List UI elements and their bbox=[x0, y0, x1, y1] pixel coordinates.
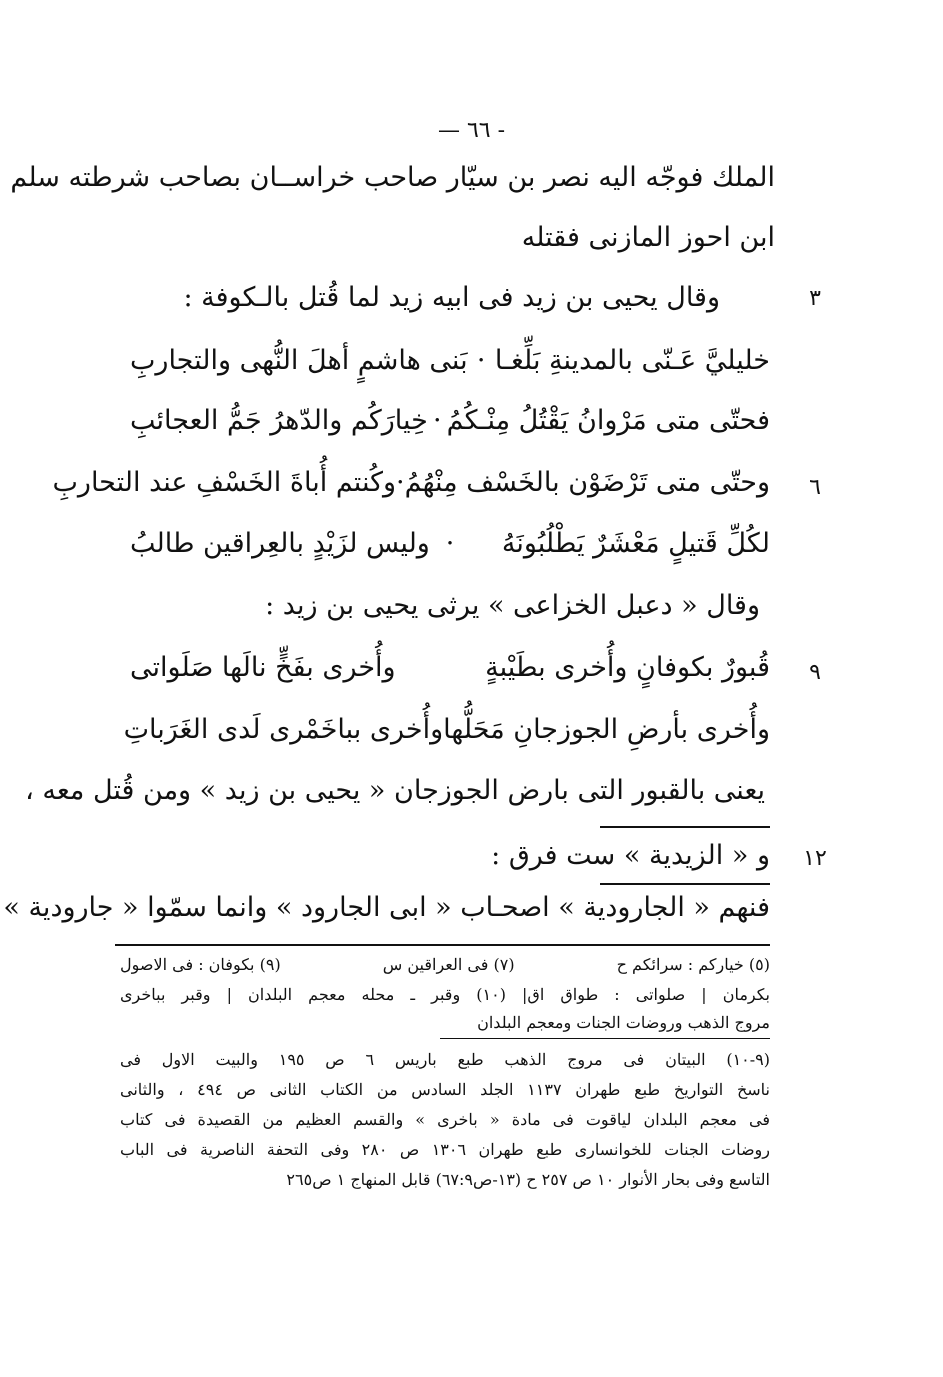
verse-hemistich: فحتّى متى مَرْوانُ يَقْتُلُ مِنْـكُمُ bbox=[446, 405, 770, 436]
footnote-line: (٩-١٠) البيتان فى مروج الذهب طبع باريس ٦ ص ١٩٥ والبيت الاول فى bbox=[120, 1050, 771, 1069]
footnote-item: (٥) خيارکم : سرائکم ح bbox=[616, 955, 770, 974]
footnote-line: روضات الجنات للخوانسارى طبع طهران ١٣٠٦ ص ٢٨٠ وفى التحفة الناصرية فى الباب bbox=[120, 1140, 771, 1159]
footnote-item: (٧) فى العراقين س bbox=[382, 955, 515, 974]
verse-separator: · bbox=[432, 405, 442, 436]
line-number: ٣ bbox=[809, 286, 821, 311]
footnote-line: فى معجم البلدان لياقوت فى مادة « باخرى » والقسم العظيم من القصيدة فى كتاب bbox=[120, 1110, 770, 1129]
verse-hemistich: وليس لزَيْدٍ بالعِراقين طالبُ bbox=[130, 528, 430, 559]
line-number: ١٢ bbox=[803, 846, 827, 871]
verse-hemistich: وأُخرى بباخَمْرى لَدى الغَرَباتِ bbox=[123, 714, 444, 745]
page-number: — ٦٦ - bbox=[437, 118, 506, 143]
verse-line bbox=[130, 652, 770, 683]
verse-hemistich: خِيارَكُم والدّهرُ جَمُّ العجائبِ bbox=[130, 405, 428, 436]
verse-hemistich: وأُخرى بأرضِ الجوزجانِ مَحَلُّها bbox=[443, 714, 770, 745]
underline-rule bbox=[600, 826, 770, 828]
footnote-line: بكرمان | صلواتى : طواق اق| (١٠) وقبر ـ محله معجم البلدان | وقبر بباخرى bbox=[120, 985, 771, 1004]
verse-separator: · bbox=[445, 528, 455, 559]
verse-line bbox=[123, 714, 770, 745]
verse-line bbox=[130, 405, 770, 436]
verse-hemistich: خليليَّ عَـنّى بالمدينةِ بَلِّغـا bbox=[494, 345, 770, 376]
footnote-line: مروج الذهب وروضات الجنات ومعجم البلدان bbox=[477, 1013, 770, 1032]
verse-hemistich: وكُنتم أُباةَ الخَسْفِ عند التحاربِ bbox=[52, 467, 396, 498]
verse-line bbox=[130, 345, 770, 376]
poem-intro: وقال « دعبل الخزاعى » يرثى يحيى بن زيد : bbox=[265, 590, 760, 621]
line-number: ٦ bbox=[809, 475, 821, 500]
verse-hemistich: وأُخرى بفَخٍّ نالَها صَلَواتى bbox=[130, 652, 396, 683]
verse-hemistich: لكُلِّ قَتيلٍ مَعْشَرٌ يَطْلُبُونَهُ bbox=[501, 528, 770, 559]
footnote-item: (٩) بكوفان : فى الاصول bbox=[120, 955, 281, 974]
prose-line: و « الزيدية » ست فرق : bbox=[491, 840, 770, 871]
verse-line bbox=[130, 528, 770, 559]
underline-rule bbox=[600, 883, 770, 885]
prose-line: فنهم « الجارودية » اصحـاب « ابى الجارود » وانما سمّوا « جارودية » bbox=[3, 892, 770, 923]
prose-line: ابن احوز المازنى فقتله bbox=[521, 222, 775, 253]
verse-separator: · bbox=[396, 467, 405, 498]
verse-hemistich: قُبورٌ بكوفانٍ وأُخرى بطَيْبةٍ bbox=[485, 652, 770, 683]
footnote-rule bbox=[115, 944, 770, 946]
footnote-divider bbox=[440, 1038, 770, 1039]
line-number: ٩ bbox=[809, 660, 821, 685]
verse-hemistich: بَنى هاشمٍ أهلَ النُّهى والتجاربِ bbox=[130, 345, 468, 376]
prose-line: الملك فوجّه اليه نصر بن سيّار صاحب خراســان بصاحب شرطته سلم bbox=[10, 162, 775, 193]
footnote-line: التاسع وفى بحار الأنوار ١٠ ص ٢٥٧ ح (١٣-ص٦٧:٩) قابل المنهاج ١ ص٢٦٥ bbox=[286, 1170, 770, 1189]
footnote-line: ناسخ التواريخ طبع طهران ١١٣٧ الجلد السادس من الكتاب الثانى ص ٤٩٤ ، والثانى bbox=[120, 1080, 771, 1099]
verse-hemistich: وحتّى متى تَرْضَوْن بالخَسْف مِنْهُمُ bbox=[404, 467, 770, 498]
verse-separator: · bbox=[476, 345, 486, 376]
prose-line: يعنى بالقبور التى بارض الجوزجان « يحيى بن زيد » ومن قُتل معه ، bbox=[25, 775, 765, 806]
verse-line bbox=[52, 467, 770, 498]
footnote-line bbox=[120, 955, 770, 974]
poem-intro: وقال يحيى بن زيد فى ابيه زيد لما قُتل بالـكوفة : bbox=[183, 282, 720, 313]
